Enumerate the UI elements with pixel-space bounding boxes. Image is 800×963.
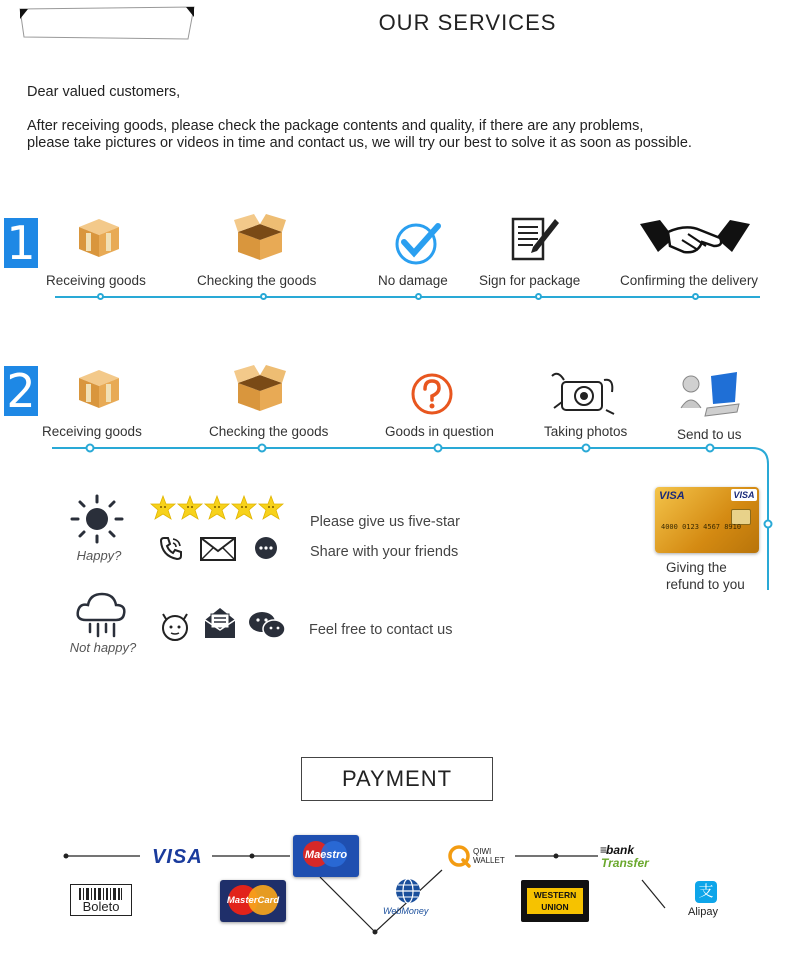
card-number: 4000 0123 4567 8910: [661, 523, 742, 531]
western-text: WESTERN: [533, 890, 577, 900]
western-union-logo: [521, 880, 589, 922]
qiwi-icon: [447, 844, 471, 868]
qiwi-text-2: WALLET: [473, 856, 505, 865]
step1-timeline: [55, 296, 760, 298]
star-icon: [205, 496, 229, 519]
happy-text-1: Please give us five-star: [310, 514, 460, 530]
step2-label-receiving: Receiving goods: [42, 424, 142, 439]
boleto-logo: [70, 884, 132, 916]
happy-text-2: Share with your friends: [310, 544, 459, 560]
refund-line-2: refund to you: [666, 577, 745, 592]
maestro-logo: [293, 835, 359, 877]
timeline-dot: [260, 293, 267, 300]
rain-cloud-icon: [74, 590, 128, 640]
unhappy-text: Feel free to contact us: [309, 622, 453, 638]
step2-label-checking: Checking the goods: [209, 424, 329, 439]
qiwi-text-1: QIWI: [473, 847, 492, 856]
happy-label: Happy?: [76, 548, 122, 563]
step-2-number: 2: [4, 366, 38, 416]
wechat-icon: [248, 610, 286, 640]
transfer-text: Transfer: [601, 856, 649, 870]
payment-title: PAYMENT: [301, 757, 493, 801]
bank-word: bank: [606, 843, 635, 857]
checkmark-icon: [394, 220, 442, 268]
open-box-icon: [232, 210, 288, 262]
timeline-dot: [692, 293, 699, 300]
step1-label-sign: Sign for package: [479, 273, 581, 288]
visa-logo: VISA: [152, 846, 203, 868]
package-icon: [75, 213, 123, 261]
refund-line-1: Giving the: [666, 560, 727, 575]
qiwi-text: [473, 847, 505, 865]
boleto-text: Boleto: [82, 899, 120, 914]
open-box-icon: [232, 361, 288, 413]
not-happy-label: Not happy?: [69, 640, 137, 655]
intro-line-2: please take pictures or videos in time and contact us, we will try our best to solve it as soon as possible.: [27, 135, 692, 151]
bank-text: ≡bank: [600, 843, 635, 857]
qq-icon: [160, 612, 190, 642]
timeline-dot: [415, 293, 422, 300]
step2-label-photos: Taking photos: [544, 424, 628, 439]
page-title: OUR SERVICES: [378, 10, 557, 35]
card-brand-right: VISA: [731, 489, 757, 501]
union-text: UNION: [541, 902, 569, 912]
greeting: Dear valued customers,: [27, 84, 181, 100]
chat-icon: [254, 536, 278, 560]
step1-label-checking: Checking the goods: [197, 273, 317, 288]
step-1-number: 1: [4, 218, 38, 268]
mail-icon: [200, 537, 236, 561]
camera-icon: [548, 368, 618, 420]
step1-label-confirming: Confirming the delivery: [620, 273, 759, 288]
alipay-icon: 支: [695, 881, 717, 903]
star-icon: [232, 496, 256, 519]
sun-icon: [70, 494, 124, 544]
star-icon: [151, 496, 175, 519]
envelope-letter-icon: [203, 606, 237, 640]
handshake-icon: [640, 216, 750, 262]
package-icon: [75, 364, 123, 412]
sign-icon: [509, 215, 561, 265]
star-icon: [259, 496, 283, 519]
timeline-dot: [535, 293, 542, 300]
card-brand-left: VISA: [659, 490, 685, 502]
step1-label-no-damage: No damage: [378, 273, 448, 288]
credit-card: [655, 487, 759, 553]
question-icon: [410, 372, 454, 416]
phone-icon: [158, 535, 184, 561]
mastercard-text: MasterCard: [226, 895, 280, 906]
star-icon: [178, 496, 202, 519]
step2-label-question: Goods in question: [385, 424, 494, 439]
maestro-text: Maestro: [304, 849, 348, 861]
mastercard-logo: [220, 880, 286, 922]
intro-line-1: After receiving goods, please check the package contents and quality, if there are any problems,: [27, 118, 644, 134]
alipay-text: Alipay: [688, 906, 718, 918]
five-star-rating: [150, 495, 284, 521]
step2-label-send: Send to us: [677, 427, 742, 442]
timeline-dot: [97, 293, 104, 300]
step1-label-receiving: Receiving goods: [46, 273, 146, 288]
webmoney-globe-icon: [395, 878, 421, 904]
webmoney-text: WebMoney: [383, 906, 429, 916]
computer-icon: [677, 368, 741, 420]
